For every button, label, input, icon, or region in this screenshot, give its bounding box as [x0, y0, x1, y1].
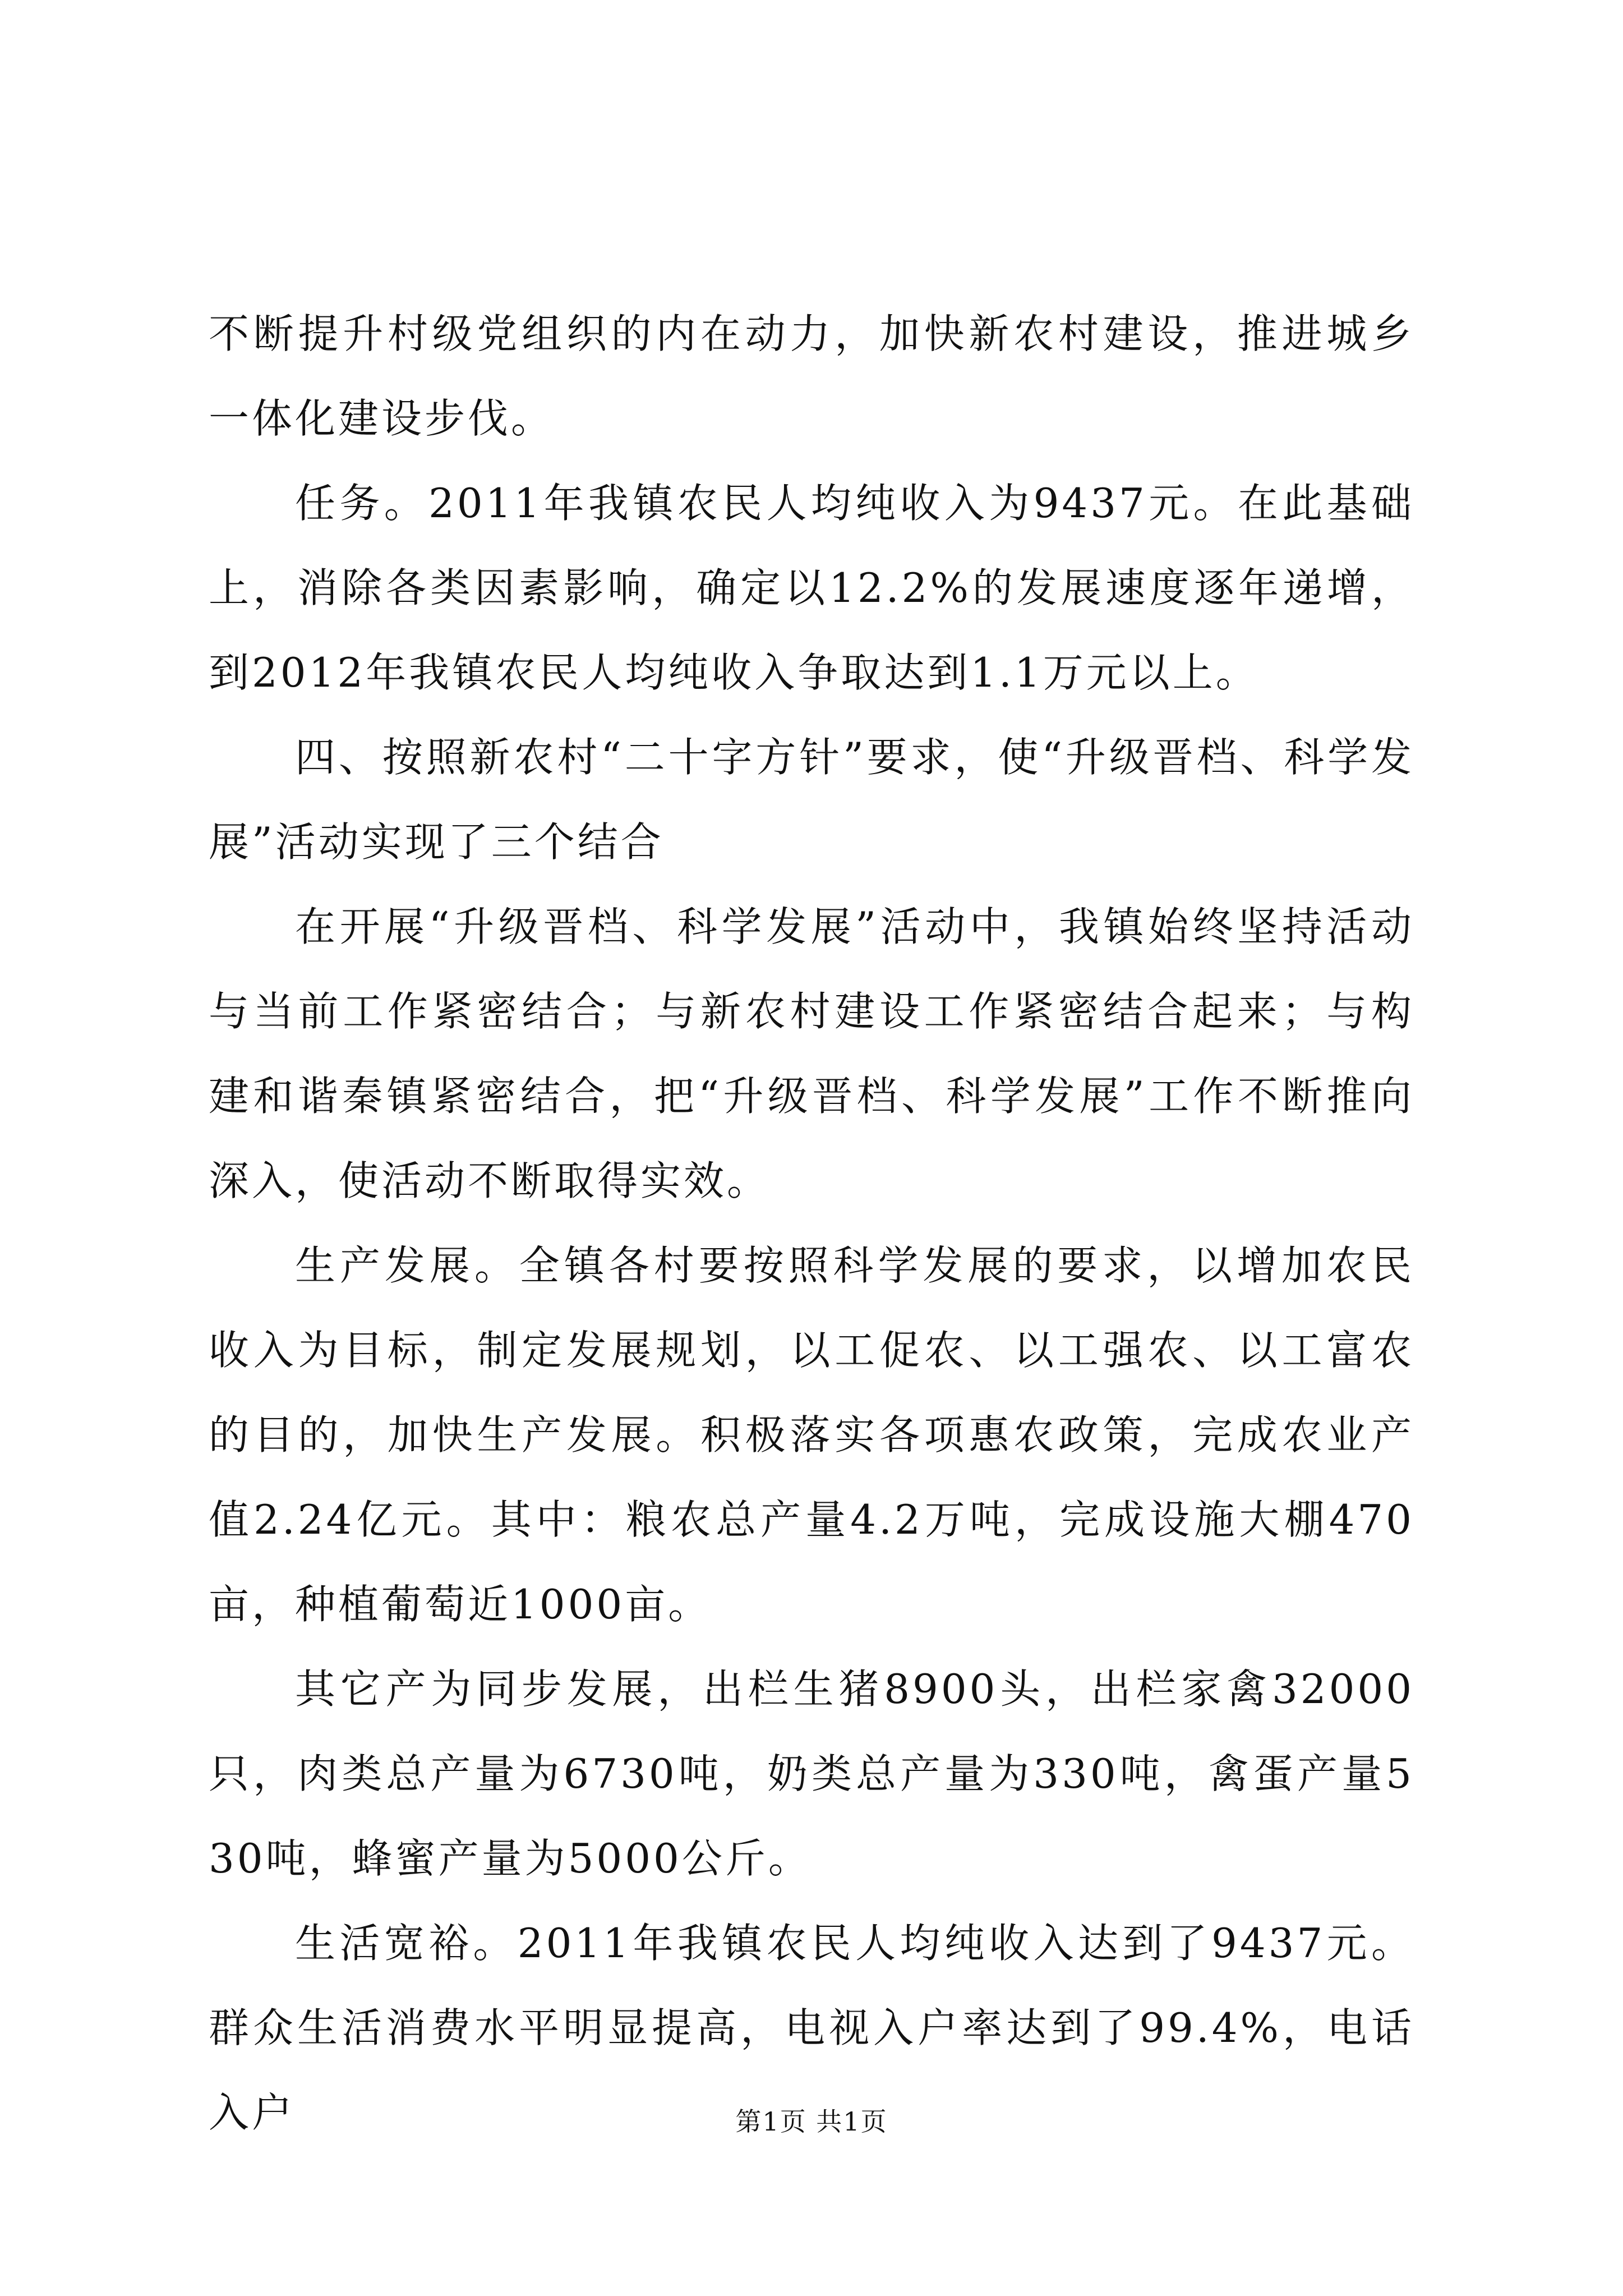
paragraph-continuation: 不断提升村级党组织的内在动力，加快新农村建设，推进城乡一体化建设步伐。: [209, 310, 1414, 442]
paragraph-activity: 在开展“升级晋档、科学发展”活动中，我镇始终坚持活动与当前工作紧密结合；与新农村建设工作紧密结合起来；与构建和谐秦镇紧密结合，把“升级晋档、科学发展”工作不断推向深入，使活动不断取得实效。: [209, 903, 1414, 1204]
document-body: [209, 292, 1414, 2155]
paragraph-other-production: 其它产为同步发展，出栏生猪8900头，出栏家禽32000只，肉类总产量为6730吨，奶类总产量为330吨，禽蛋产量530吨，蜂蜜产量为5000公斤。: [209, 1665, 1414, 1882]
page-footer: 第1页 共1页: [735, 2106, 888, 2137]
paragraph-task: 任务。2011年我镇农民人均纯收入为9437元。在此基础上，消除各类因素影响，确定以12.2%的发展速度逐年递增，到2012年我镇农民人均纯收入争取达到1.1万元以上。: [209, 480, 1414, 696]
paragraph-living: 生活宽裕。2011年我镇农民人均纯收入达到了9437元。群众生活消费水平明显提高，电视入户率达到了99.4%，电话入户: [209, 1920, 1414, 2136]
paragraph-production: 生产发展。全镇各村要按照科学发展的要求，以增加农民收入为目标，制定发展规划，以工促农、以工强农、以工富农的目的，加快生产发展。积极落实各项惠农政策，完成农业产值2.24亿元。其中：粮农总产量4.2万吨，完成设施大棚470亩，种植葡萄近1000亩。: [209, 1242, 1414, 1628]
section-heading-four: 四、按照新农村“二十字方针”要求，使“升级晋档、科学发展”活动实现了三个结合: [209, 734, 1414, 866]
